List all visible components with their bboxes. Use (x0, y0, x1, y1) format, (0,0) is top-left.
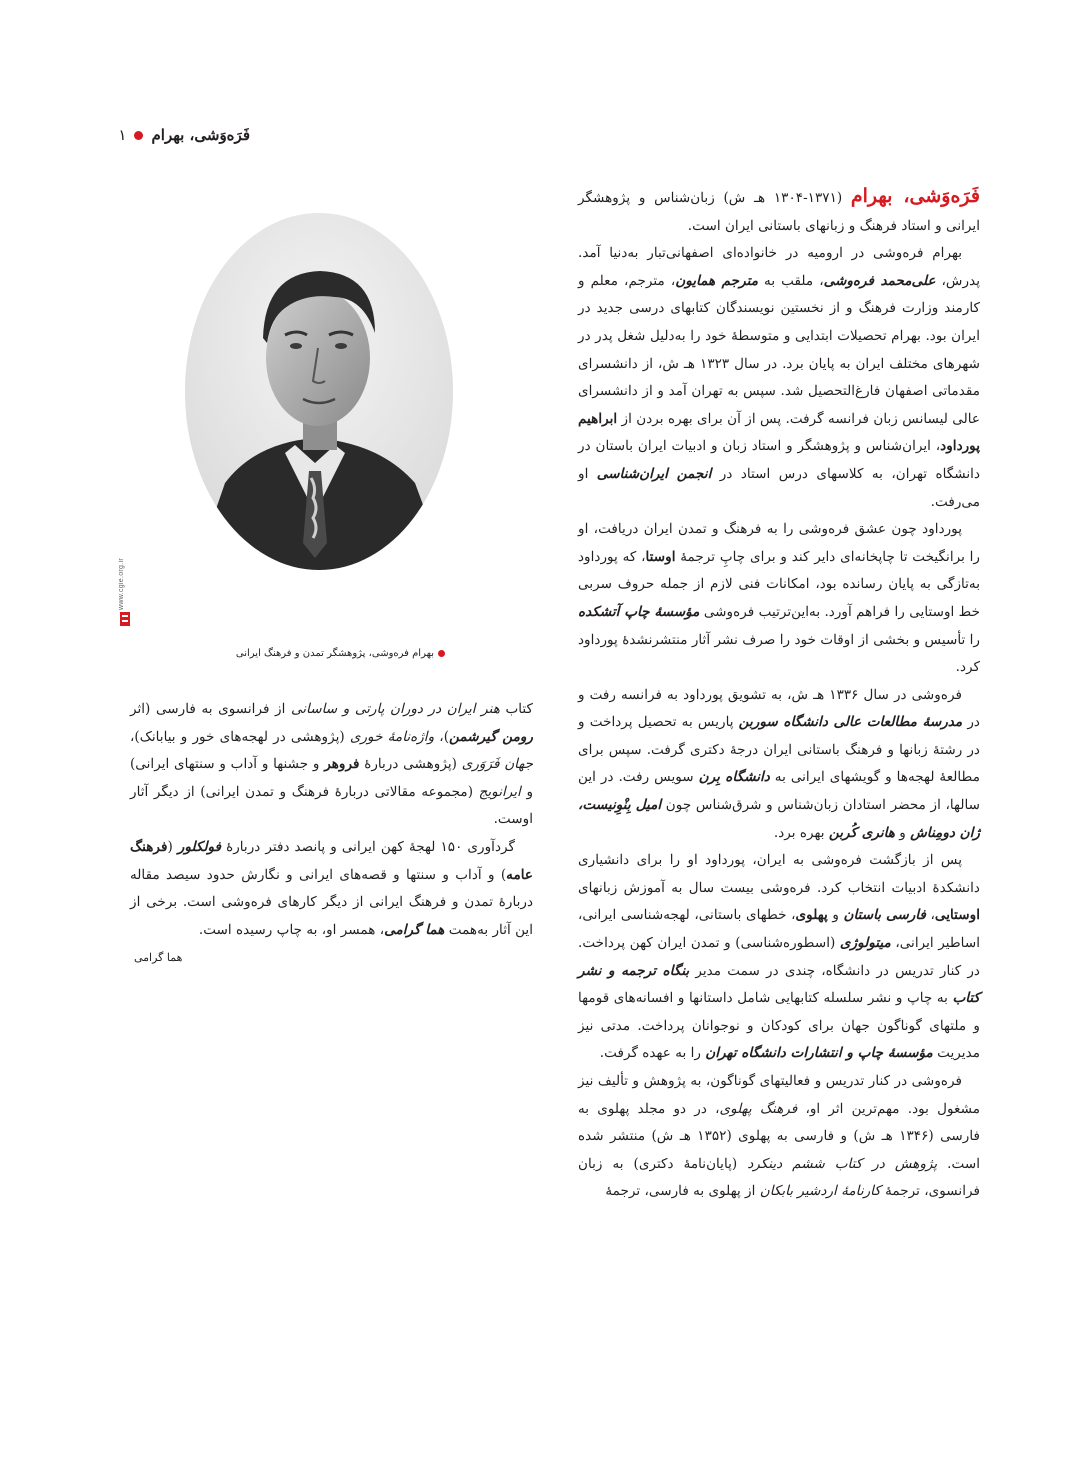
portrait-photo (185, 213, 453, 570)
red-dot-icon (438, 650, 445, 657)
publisher-logo-icon (120, 612, 130, 626)
page-number: ۱ (118, 126, 127, 144)
photo-caption (215, 645, 445, 663)
source-url: www.cgie.org.ir (118, 558, 125, 610)
entry-title: فَرَه‌وَشی، بهرام (850, 185, 981, 207)
author-signature: هما گرامی (134, 951, 183, 965)
paragraph-intro: فَرَه‌وَشی، بهرام (۱۳۷۱-۱۳۰۴ هـ ش) زبان‌شناس و پژوهشگر ایرانی و استاد فرهنگ و زبانهای باستانی ایران است. (578, 185, 981, 234)
caption-text: بهرام فره‌وشی، پژوهشگر تمدن و فرهنگ ایرانی (235, 648, 434, 659)
paragraph: گردآوری ۱۵۰ لهجهٔ کهن ایرانی و پانصد دفتر دربارهٔ فولکلور (فرهنگ عامه) و آداب و سنتها و قصه‌های ایرانی و نگارش حدود سیصد مقاله دربارهٔ تمدن و فرهنگ ایرانی از دیگر کارهای فره‌وشی است. برخی از این آثار به‌همت هما گرامی، همسر او، به چاپ رسیده است. هما گرامی (130, 834, 533, 944)
red-dot-icon (134, 131, 143, 140)
paragraph: فره‌وشی در کنار تدریس و فعالیتهای گوناگون، به پژوهش و تألیف نیز مشغول بود. مهم‌ترین اثر او، فرهنگ پهلوی، در دو مجلد پهلوی به فارسی (۱۳۴۶ هـ ش) و فارسی به پهلوی (۱۳۵۲ هـ ش) منتشر شده است. پژوهش در کتاب ششم دینکرد (پایان‌نامهٔ دکتری) به زبان فرانسوی، ترجمهٔ کارنامهٔ اردشیر بابکان از پهلوی به فارسی، ترجمهٔ (578, 1073, 980, 1200)
paragraph: پس از بازگشت فره‌وشی به ایران، پورداود او را برای دانشیاری دانشکدهٔ ادبیات انتخاب کرد. فره‌وشی بیست سال به آموزش زبانهای اوستایی، فارسی باستان و پهلوی، خطهای باستانی، لهجه‌شناسی ایرانی، اساطیر ایرانی، میتولوژی (اسطوره‌شناسی) و تمدن ایران کهن پرداخت. در کنار تدریس در دانشگاه، چندی در سمت مدیر بنگاه ترجمه و نشر کتاب به چاپ و نشر سلسله کتابهایی شامل داستانها و افسانه‌های قومها و ملتهای گوناگون جهان برای کودکان و نوجوانان پرداخت. مدتی نیز مدیریت مؤسسهٔ چاپ و انتشارات دانشگاه تهران را به عهده گرفت. (578, 852, 980, 1062)
portrait-illustration (185, 213, 453, 570)
article-column-right (578, 183, 980, 1206)
paragraph: کتاب هنر ایران در دوران پارتی و ساسانی از فرانسوی به فارسی (اثر رومن گیرشمن)، واژه‌نامهٔ خوری (پژوهشی در لهجه‌های خور و بیابانک)، جهان فَرَوَری (پژوهشی دربارهٔ فروهر و جشنها و آداب و سنتهای ایرانی) و ایرانویج (مجموعه مقالاتی دربارهٔ فرهنگ و تمدن ایرانی) از دیگر آثار اوست. (130, 701, 534, 828)
paragraph: بهرام فره‌وشی در ارومیه در خانواده‌ای اصفهانی‌تبار به‌دنیا آمد. پدرش، علی‌محمد فره‌وشی، ملقب به مترجم همایون، مترجم، معلم و کارمند وزارت فرهنگ و از نخستین نویسندگان کتابهای درسی جدید در ایران بود. بهرام تحصیلات ابتدایی و متوسطهٔ خود را به‌دلیل شغل پدر در شهرهای مختلف ایران به پایان برد. در سال ۱۳۲۳ هـ ش، از دانشسرای مقدماتی اصفهان فارغ‌التحصیل شد. سپس به تهران آمد و از دانشسرای عالی لیسانس زبان فرانسه گرفت. پس از آن برای بهره بردن از ابراهیم پورداود، ایران‌شناس و پژوهشگر و استاد زبان و ادبیات ایران باستان در دانشگاه تهران، به کلاسهای درس استاد در انجمن ایران‌شناسی او می‌رفت. (578, 245, 981, 510)
running-title: فَرَه‌وَشی، بهرام (151, 126, 250, 144)
paragraph: فره‌وشی در سال ۱۳۳۶ هـ ش، به تشویق پورداود به فرانسه رفت و در مدرسهٔ مطالعات عالی دانشگاه سوربن پاریس به تحصیل پرداخت و در رشتهٔ زبانها و فرهنگ باستانی ایران درجهٔ دکتری گرفت. سپس برای مطالعهٔ لهجه‌ها و گویشهای ایرانی به دانشگاه بِرن سویس رفت. در این سالها، از محضر استادان زبان‌شناس و شرق‌شناس چون امیل بِنْوِنیست، ژان دومِناش و هانری کُربن بهره برد. (578, 686, 981, 841)
article-column-left (130, 696, 533, 972)
paragraph: پورداود چون عشق فره‌وشی را به فرهنگ و تمدن ایران دریافت، او را برانگیخت تا چاپخانه‌ای دایر کند و برای چاپِ ترجمهٔ اوستا، که پورداود به‌تازگی به پایان رسانده بود، امکانات فنی لازم از جمله حروف سربی خط اوستایی را فراهم آورد. به‌این‌ترتیب فره‌وشی مؤسسهٔ چاپ آتشکده را تأسیس و بخشی از اوقات خود را صرف نشر آثار منتشرنشدهٔ پورداود کرد. (578, 521, 980, 676)
running-header (110, 122, 250, 148)
